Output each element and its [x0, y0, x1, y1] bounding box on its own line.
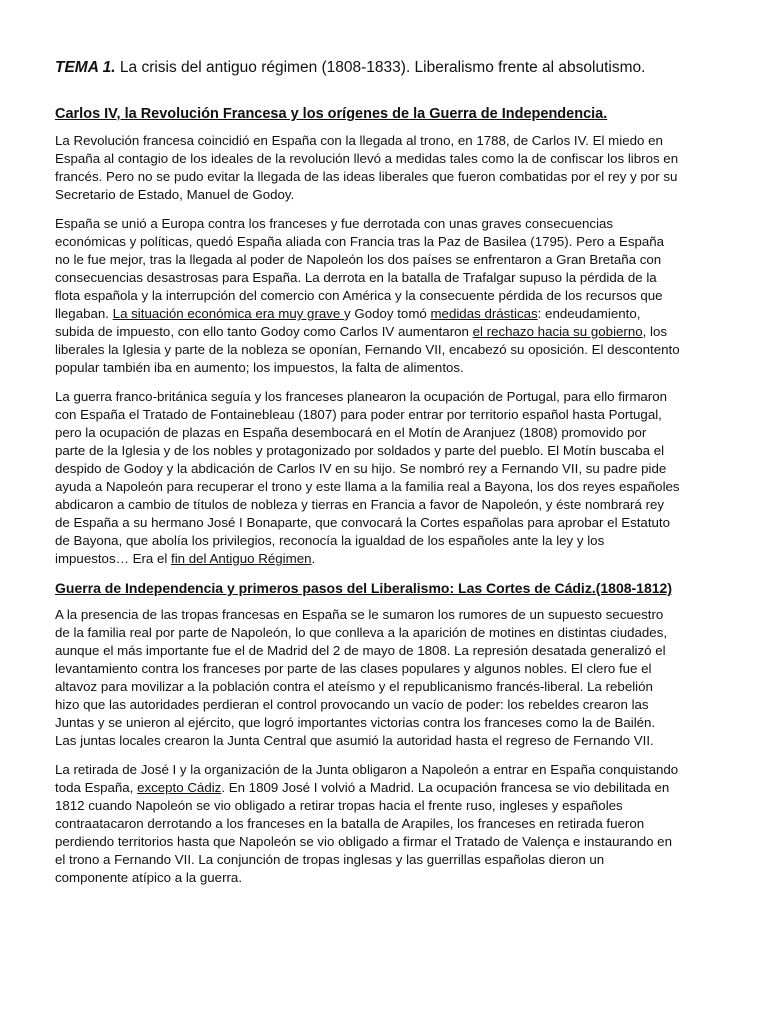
- text-run: .: [311, 551, 316, 566]
- paragraph-motin-aranjuez: [55, 388, 680, 568]
- underlined-phrase: excepto Cádiz: [137, 780, 222, 795]
- section-heading-carlos-iv: Carlos IV, la Revolución Francesa y los orígenes de la Guerra de Independencia.: [55, 106, 608, 122]
- text-run: La retirada de José I y la organización de la Junta obligaron a Napoleón a entrar en España conquistando toda España,: [55, 762, 679, 795]
- paragraph-revolucion-francesa: La Revolución francesa coincidió en España con la llegada al trono, en 1788, de Carlos IV. El miedo en España al contagio de los ideales de la revolución llevó a medidas tales como la de confiscar los libros en francés. Pero no se pudo evitar la llegada de las ideas liberales que fueron combatidas por el rey y por su Secretario de Estado, Manuel de Godoy.: [55, 133, 679, 202]
- underlined-phrase: La situación económica era muy grave: [112, 306, 345, 321]
- text-run: y Godoy tomó: [344, 306, 431, 321]
- text-run: España se unió a Europa contra los franceses y fue derrotada con unas graves consecuencias económicas y políticas, quedó España aliada con Francia tras la Paz de Basilea (1795). Pero a España no le fue mejor, tras la llegada al poder de Napoleón los dos países se enfrentaron a Gran Bretaña con consecuencias desastrosas para España. La derrota en la batalla de Trafalgar supuso la pérdida de la flota española y la interrupción del comercio con América y la consecuente pérdida de los recursos que llegaban.: [55, 216, 665, 321]
- section-heading-cortes-cadiz: Guerra de Independencia y primeros pasos del Liberalismo: Las Cortes de Cádiz.(1808-1812): [55, 580, 672, 596]
- paragraph-retirada-jose-i: [55, 761, 680, 887]
- text-run: La guerra franco-británica seguía y los franceses planearon la ocupación de Portugal, para ello firmaron con España el Tratado de Fontainebleau (1807) para poder entrar por territorio español hasta Portugal, pero la ocupación de plazas en España desembocará en el Motín de Aranjuez (1808) promovido por parte de la Iglesia y de los nobles y protagonizado por soldados y parte del pueblo. El Motín buscaba el despido de Godoy y la abdicación de Carlos IV en su hijo. Se nombró rey a Fernando VII, su padre pide ayuda a Napoleón para recuperar el trono y este llama a la familia real a Bayona, los dos reyes españoles abdicaron a cambio de títulos de nobleza y tierras en Francia a favor de Napoleón, y éste nombrará rey de España a su hermano José I Bonaparte, que convocará la Cortes españolas para aprobar el Estatuto de Bayona, que abolía los privilegios, reconocía la igualdad de los españoles ante la ley y los impuestos… Era el: [55, 389, 680, 566]
- underlined-phrase: medidas drásticas: [430, 306, 538, 321]
- document-title: [55, 58, 680, 78]
- text-run: . En 1809 José I volvió a Madrid. La ocupación francesa se vio debilitada en 1812 cuando Napoleón se vio obligado a retirar tropas hacia el frente ruso, ingleses y españoles contraatacaron derrotando a los franceses en la batalla de Arapiles, los franceses en retirada fueron perdiendo territorios hasta que Napoleón se vio obligado a firmar el Tratado de Valença e instaurando en el trono a Fernando VII. La conjunción de tropas inglesas y las guerrillas españolas dieron un componente atípico a la guerra.: [55, 780, 672, 885]
- paragraph-guerra-gran-bretana: [55, 215, 680, 377]
- underlined-phrase: el rechazo hacia su gobierno: [472, 324, 643, 339]
- topic-title: La crisis del antiguo régimen (1808-1833). Liberalismo frente al absolutismo.: [119, 59, 646, 76]
- text-run: : endeudamiento, subida de impuesto, con ello tanto Godoy como Carlos IV aumentaron: [55, 306, 641, 339]
- topic-number: TEMA 1.: [55, 59, 116, 76]
- text-run: , los liberales la Iglesia y parte de la nobleza se oponían, Fernando VII, encabezó su oposición. El descontento popular también iba en aumento; los impuestos, la falta de alimentos.: [55, 324, 680, 375]
- paragraph-levantamiento: A la presencia de las tropas francesas en España se le sumaron los rumores de un supuesto secuestro de la familia real por parte de Napoleón, lo que conlleva a la aparición de motines en distintas ciudades, aunque el más importante fue el de Madrid del 2 de mayo de 1808. La represión desatada generalizó el levantamiento contra los franceses por parte de las clases populares y algunos nobles. El clero fue el altavoz para movilizar a la población contra el ateísmo y el republicanismo francés-liberal. La rebelión hizo que las autoridades perdieran el control provocando un vacío de poder: los rebeldes crearon las Juntas y se unieron al ejército, que logró importantes victorias contra los franceses como la de Bailén. Las juntas locales crearon la Junta Central que asumió la autoridad hasta el regreso de Fernando VII.: [55, 607, 668, 748]
- underlined-phrase: fin del Antiguo Régimen: [171, 551, 312, 566]
